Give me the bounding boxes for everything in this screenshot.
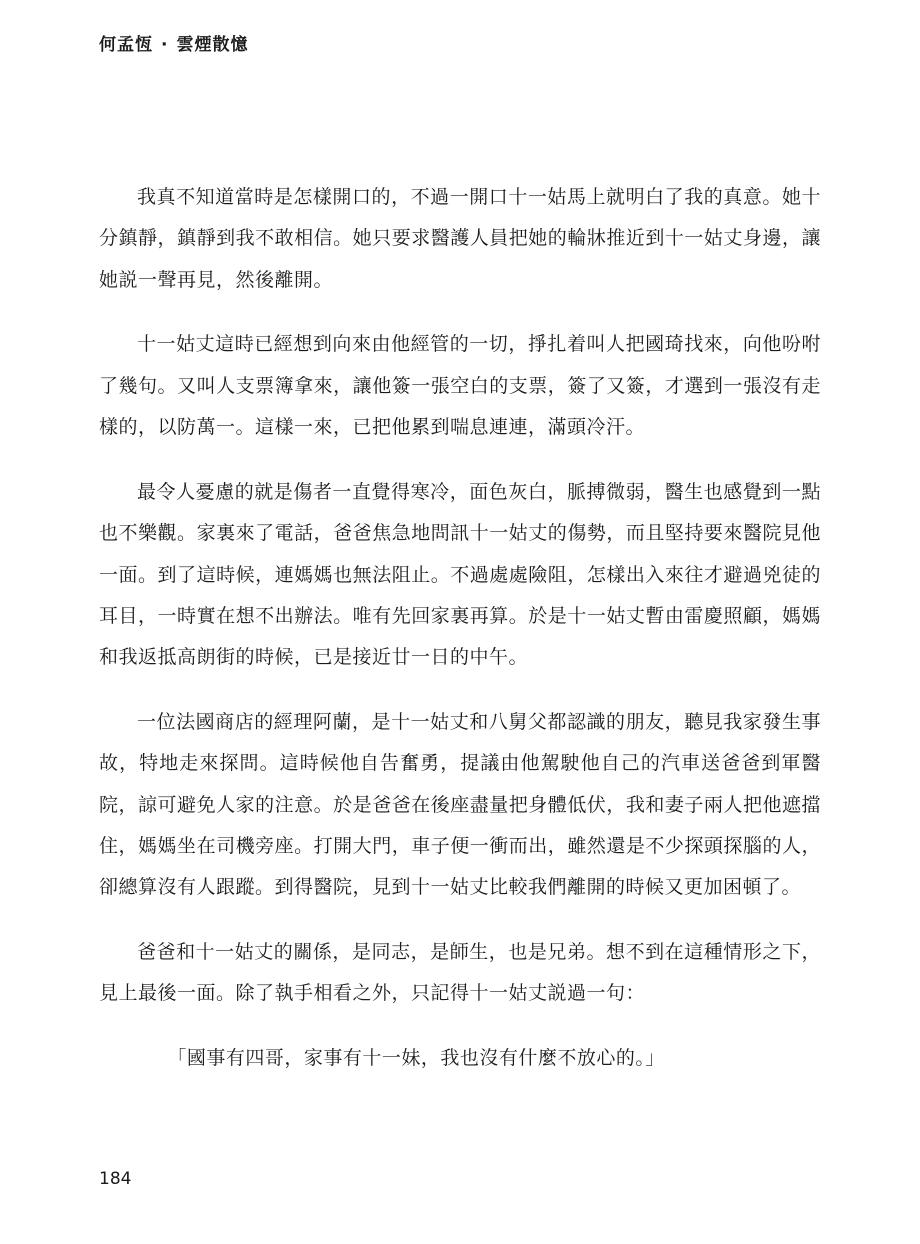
paragraph-1: 我真不知道當時是怎樣開口的，不過一開口十一姑馬上就明白了我的真意。她十分鎮靜，鎮靜到我不敢相信。她只要求醫護人員把她的輪牀推近到十一姑丈身邊，讓她説一聲再見，然後離開。 (99, 186, 821, 291)
running-head (99, 30, 248, 55)
body-text (99, 177, 821, 1080)
paragraph-3: 最令人憂慮的就是傷者一直覺得寒冷，面色灰白，脈搏微弱，醫生也感覺到一點也不樂觀。家裏來了電話，爸爸焦急地問訊十一姑丈的傷勢，而且堅持要來醫院見他一面。到了這時候，連媽媽也無法阻止。不過處處險阻，怎樣出入來往才避過兇徒的耳目，一時實在想不出辦法。唯有先回家裏再算。於是十一姑丈暫由雷慶照顧，媽媽和我返抵高朗街的時候，已是接近廿一日的中午。 (99, 480, 821, 669)
paragraph-5: 爸爸和十一姑丈的關係，是同志，是師生，也是兄弟。想不到在這種情形之下，見上最後一面。除了執手相看之外，只記得十一姑丈説過一句： (99, 941, 821, 1005)
page-number: 184 (99, 1169, 132, 1189)
header-separator: · (161, 35, 169, 55)
paragraph-4: 一位法國商店的經理阿蘭，是十一姑丈和八舅父都認識的朋友，聽見我家發生事故，特地走來探問。這時候他自告奮勇，提議由他駕駛他自己的汽車送爸爸到軍醫院，諒可避免人家的注意。於是爸爸在後座盡量把身體低伏，我和妻子兩人把他遮擋住，媽媽坐在司機旁座。打開大門，車子便一衝而出，雖然還是不少探頭探腦的人，卻總算沒有人跟蹤。到得醫院，見到十一姑丈比較我們離開的時候又更加困頓了。 (99, 711, 821, 899)
quotation: 「國事有四哥，家事有十一妹，我也沒有什麼不放心的。」 (167, 1047, 665, 1070)
author-name: 何孟恆 (99, 35, 153, 55)
paragraph-2: 十一姑丈這時已經想到向來由他經管的一切，掙扎着叫人把國琦找來，向他吩咐了幾句。又叫人支票簿拿來，讓他簽一張空白的支票，簽了又簽，才選到一張沒有走樣的，以防萬一。這樣一來，已把他累到喘息連連，滿頭冷汗。 (99, 333, 821, 439)
book-title: 雲煙散憶 (176, 35, 249, 55)
